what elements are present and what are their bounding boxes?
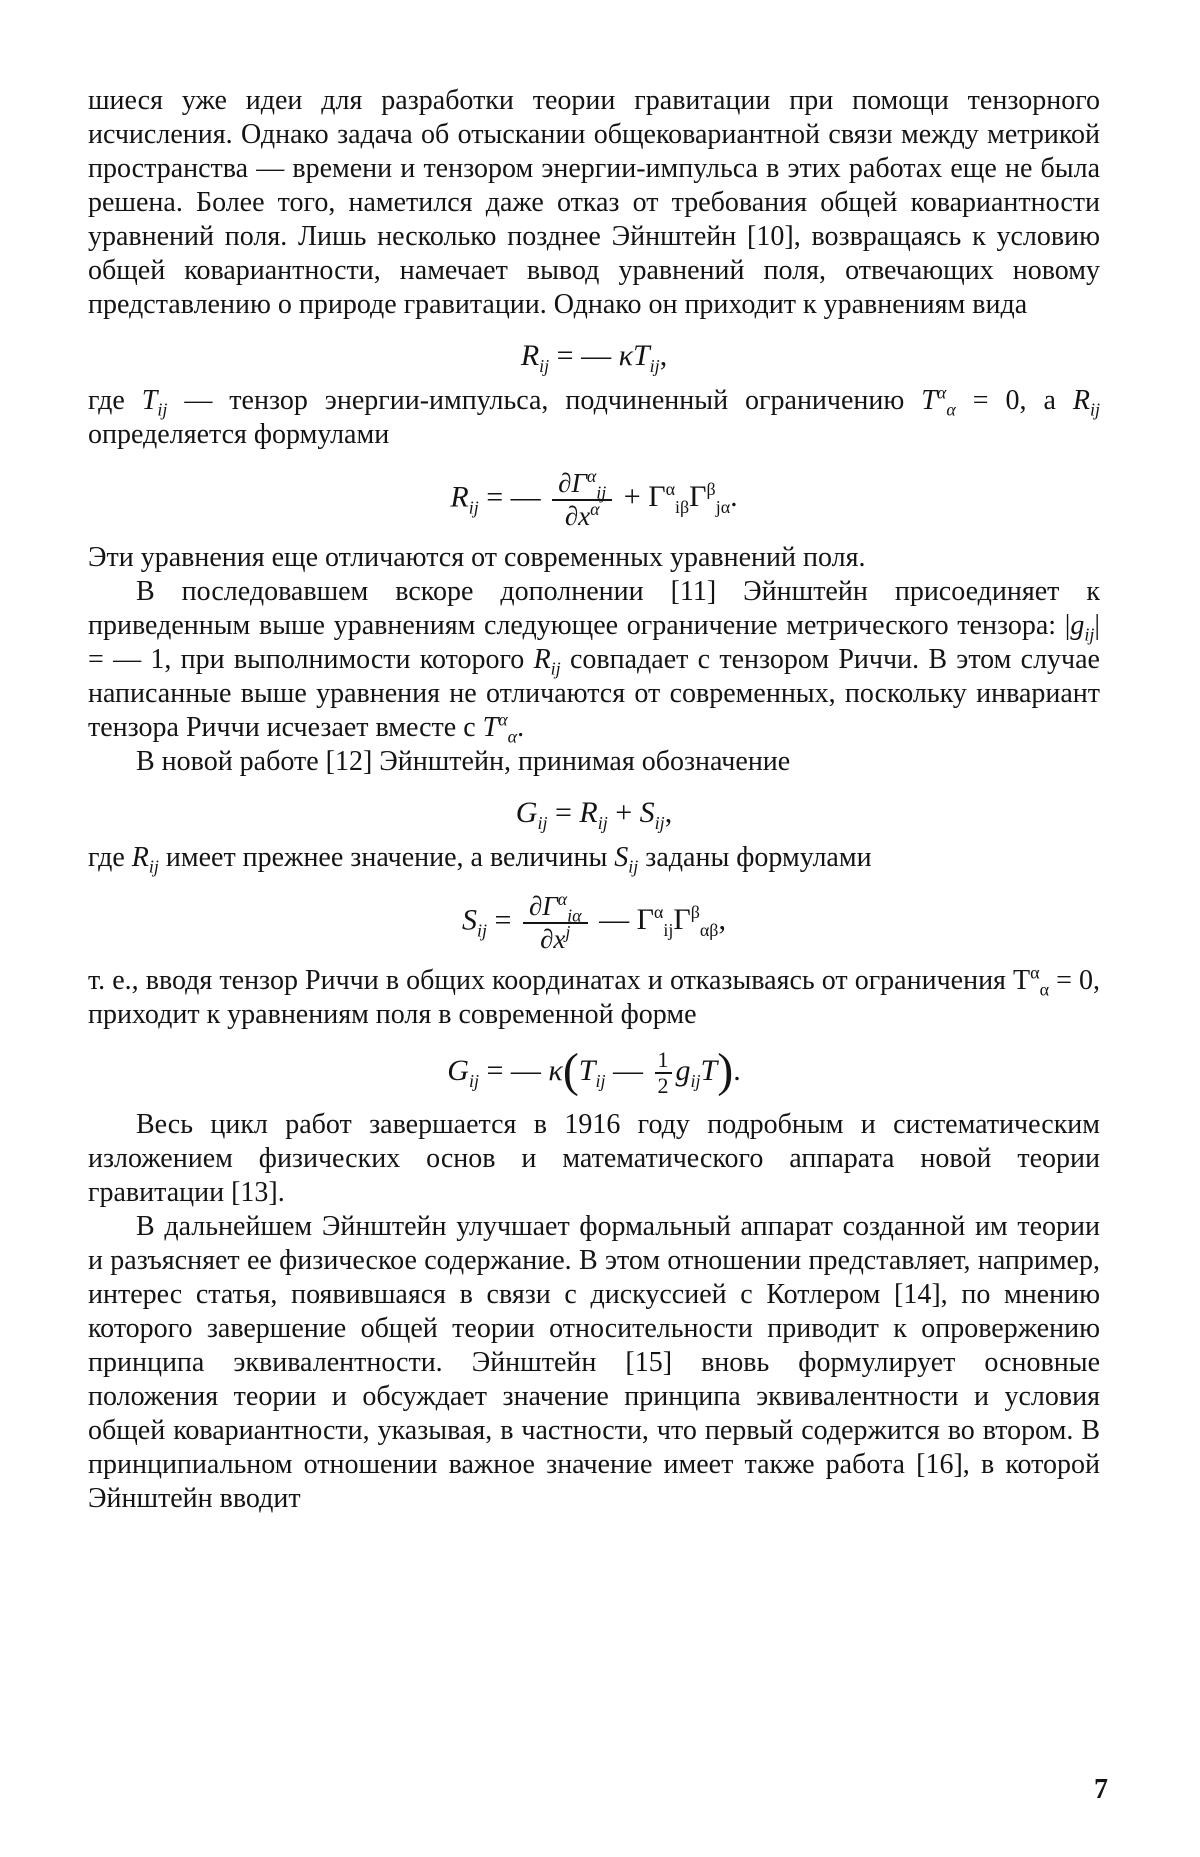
paragraph-9: В дальнейшем Эйнштейн улучшает формальный аппарат созданной им теории и разъясняет ее физическое содержание. В этом отношении представляет, например, интерес статья, появившаяся в связи с дискуссией с Котлером [14], по мнению которого завершение общей теории относительности приводит к опровержению принципа эквивалентности. Эйнштейн [15] вновь формулирует основные положения теории и обсуждает значение принципа эквивалентности и условия общей ковариантности, указывая, в частности, что первый содержится во втором. В принципиальном отношении важное значение имеет также работа [16], в которой Эйнштейн вводит	[88, 1211, 1100, 1514]
paragraph-8: Весь цикл работ завершается в 1916 году подробным и систематическим изложением физических основ и математического аппарата новой теории гравитации [13].	[88, 1109, 1100, 1208]
page-body	[88, 84, 1100, 1516]
paragraph-2: где $T_{ij}$ — тензор энергии-импульса, подчиненный ограничению $T^\alpha_\alpha = 0$, а $R_{ij}$ определяется формулами	[88, 382, 1101, 450]
paragraph-1: шиеся уже идеи для разработки теории гравитации при помощи тензорного исчисления. Однако задача об отыскании общековариантной связи между метрикой пространства — времени и тензором энергии-импульса в этих работах еще не была решена. Более того, наметился даже отказ от требования общей ковариантности уравнений поля. Лишь несколько позднее Эйнштейн [10], возвращаясь к условию общей ковариантности, намечает вывод уравнений поля, отвечающих новому представлению о природе гравитации. Однако он приходит к уравнениям вида	[88, 85, 1100, 320]
page-number: 7	[1094, 1774, 1108, 1805]
equation-5: $G_{ij}$ = — $\kappa(T_{ij}$ — $\frac{1}{2}$ $g_{ij}T$).	[447, 1043, 741, 1098]
equation-3: $G_{ij} = R_{ij} + S_{ij}$,	[515, 796, 673, 833]
equation-2: $R_{ij}$ = — $\frac{\partial\Gamma^\alpha_{ij}}{\partial x^\alpha}$ + $\Gamma^\alpha_{i\beta}\Gamma^\beta_{j\alpha}$.	[450, 466, 738, 531]
paragraph-3: Эти уравнения еще отличаются от современных уравнений поля.	[88, 542, 866, 573]
paragraph-6: где $R_{ij}$ имеет прежнее значение, а величины $S_{ij}$ заданы формулами	[88, 842, 872, 877]
equation-1: $R_{ij}$ = — $\kappa T_{ij}$,	[520, 339, 668, 376]
equation-4: $S_{ij}$ = $\frac{\partial\Gamma^\alpha_{i\alpha}}{\partial x^j}$ — $\Gamma^\alpha_{ij}\Gamma^\beta_{\alpha\beta}$,	[462, 889, 726, 954]
paragraph-5: В новой работе [12] Эйнштейн, принимая обозначение	[136, 746, 791, 777]
paragraph-7: т. е., вводя тензор Риччи в общих координатах и отказываясь от ограничения $T^\alpha_\alpha = 0$, приходит к уравнениям поля в современной форме	[88, 962, 1100, 1030]
paragraph-4: В последовавшем вскоре дополнении [11] Эйнштейн присоединяет к приведенным выше уравнениям следующее ограничение метрического тензора: $|g_{ij}|$ = — 1, при выполнимости которого $R_{ij}$ совпадает с тензором Риччи. В этом случае написанные выше уравнения не отличаются от современных, поскольку инвариант тензора Риччи исчезает вместе с $T^\alpha_\alpha$.	[88, 576, 1100, 747]
